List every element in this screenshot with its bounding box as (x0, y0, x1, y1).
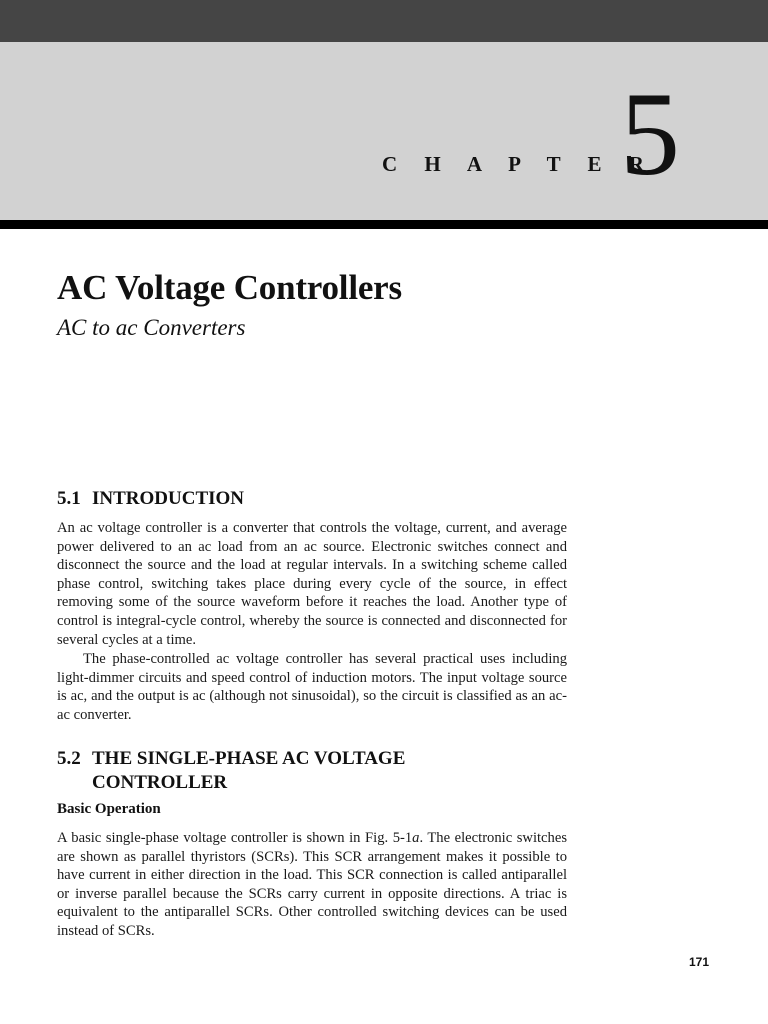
chapter-number: 5 (620, 67, 680, 200)
chapter-subtitle: AC to ac Converters (57, 315, 246, 340)
chapter-label: C H A P T E R (382, 152, 655, 176)
subheading-basic-operation: Basic Operation (57, 801, 161, 817)
section-heading-single-phase (57, 747, 405, 795)
introduction-paragraph-1: An ac voltage controller is a converter that controls the voltage, current, and average power delivered to an ac load from an ac source. Electronic switches connect and disconnect the source and the load at regular intervals. In a switching scheme called phase control, switching takes place during every cycle of the source, in effect removing some of the source waveform before it reaches the load. Another type of control is integral-cycle control, whereby the source is connected and disconnected for several cycles at a time. (57, 520, 567, 648)
header-dark-bar (0, 0, 768, 42)
section-heading-introduction (57, 487, 244, 511)
section-number: 5.1 (57, 488, 81, 509)
basic-operation-paragraph (57, 829, 567, 941)
page-number: 171 (689, 955, 710, 969)
section-title-line-2: CONTROLLER (92, 772, 228, 793)
section-title-line-1: THE SINGLE-PHASE AC VOLTAGE (92, 748, 406, 769)
paragraph-text-rest: . The electronic switches are shown as parallel thyristors (SCRs). This SCR arrangement makes it possible to have current in either direction in the load. This SCR connection is called antiparallel or inverse parallel because the SCRs carry current in opposite directions. A triac is equivalent to the antiparallel SCRs. Other controlled switching devices can be used instead of SCRs. (57, 830, 567, 939)
paragraph-text: The phase-controlled ac voltage controller has several practical uses including light-dimmer circuits and speed control of induction motors. The input voltage source is ac, and the output is ac (although not sinusoidal), so the circuit is classified as an ac-ac converter. (57, 651, 567, 723)
introduction-paragraph-2 (57, 650, 567, 724)
chapter-divider-rule (0, 220, 768, 229)
section-title: INTRODUCTION (92, 488, 245, 509)
chapter-title: AC Voltage Controllers (57, 268, 402, 307)
section-number: 5.2 (57, 748, 81, 769)
paragraph-text-start: A basic single-phase voltage controller is shown in Fig. 5-1 (57, 830, 413, 846)
figure-reference-italic: a (412, 830, 420, 846)
